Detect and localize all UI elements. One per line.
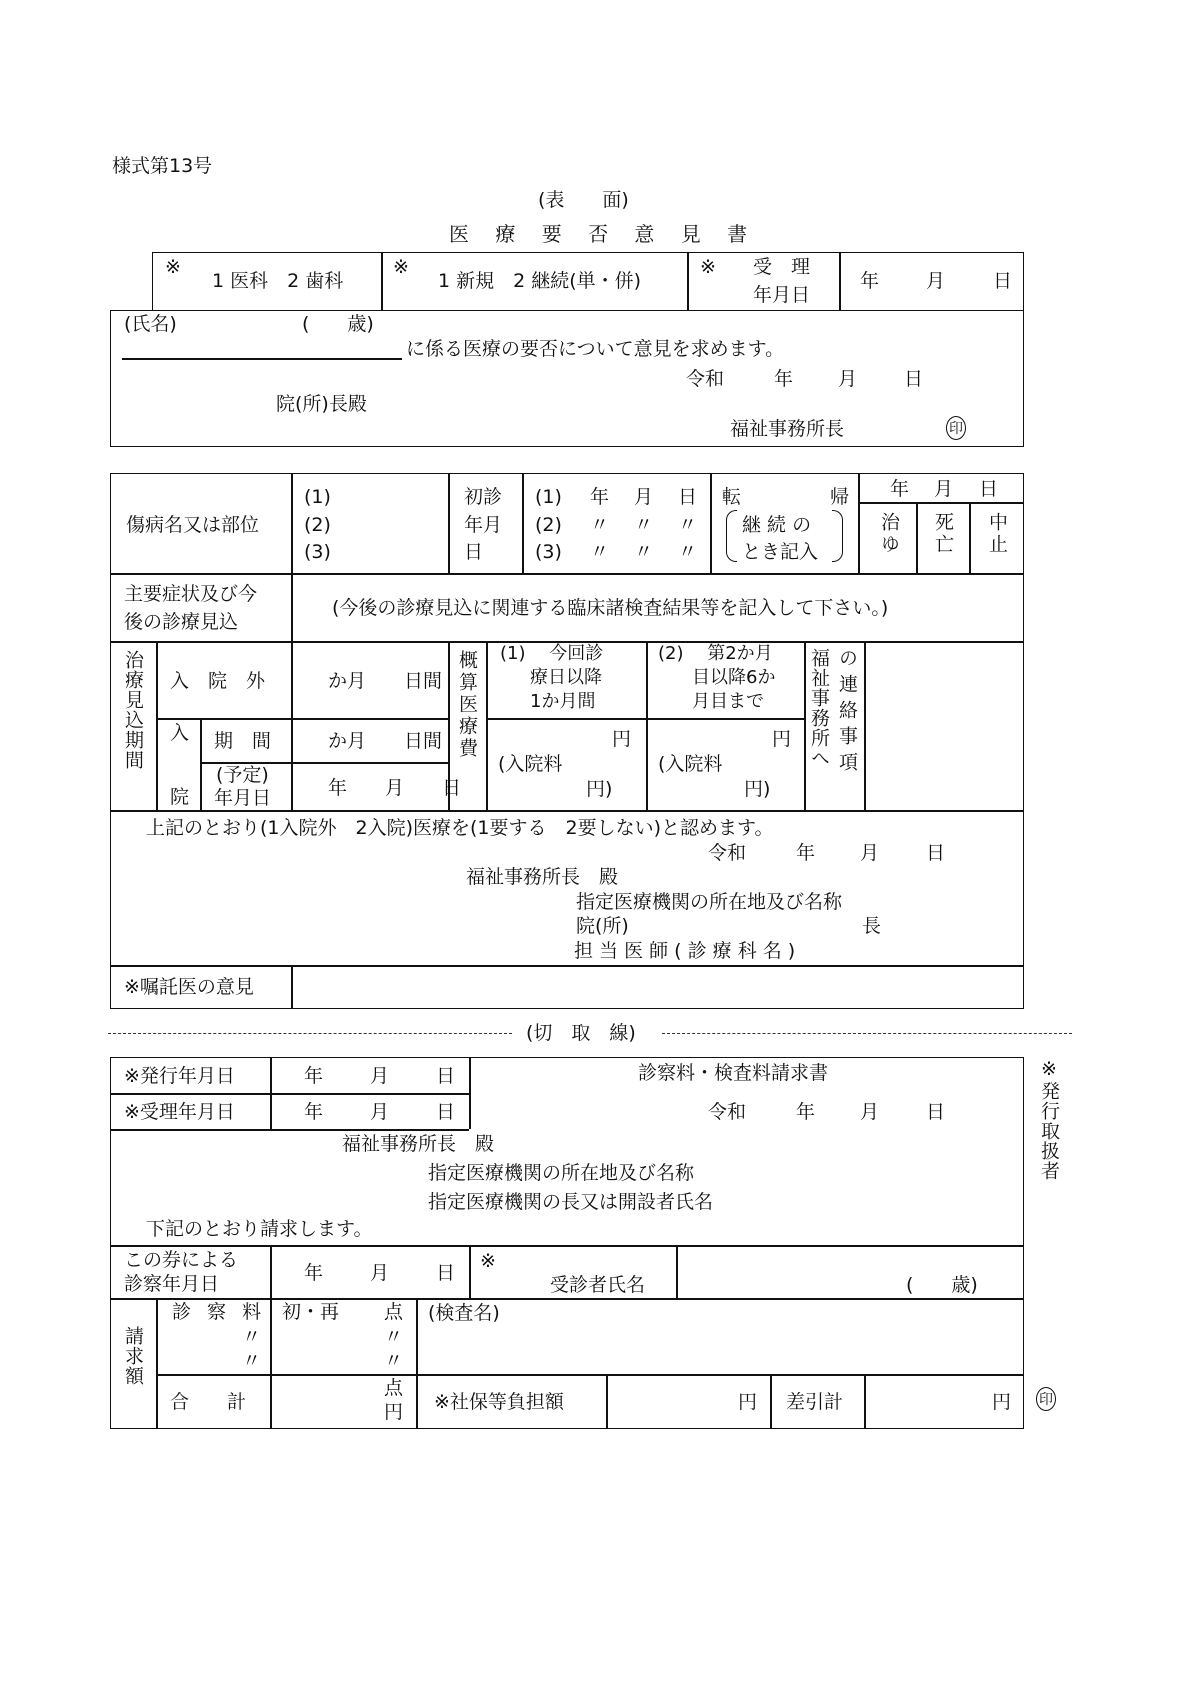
receipt-day[interactable]: 日 — [436, 1101, 456, 1123]
director-right: 長 — [862, 915, 882, 937]
consultant-label: ※嘱託医の意見 — [124, 976, 254, 998]
insurance-yen[interactable]: 円 — [738, 1391, 758, 1413]
receipt-month[interactable]: 月 — [370, 1101, 390, 1123]
doctor-label: 担 当 医 師 ( 診 療 科 名 ) — [574, 940, 796, 962]
divider — [381, 252, 383, 311]
paren-left — [726, 510, 737, 562]
divider — [291, 473, 293, 573]
cost-col2-header-1: (2) 第2か月 — [658, 643, 773, 664]
invoice-title: 診察料・検査料請求書 — [638, 1062, 829, 1084]
invoice-day[interactable]: 日 — [926, 1101, 946, 1123]
certify-month[interactable]: 月 — [860, 842, 880, 864]
outcome-cured[interactable]: 治ゆ — [878, 512, 900, 556]
outcome-label-right: 帰 — [830, 486, 850, 508]
points-label[interactable]: 点 — [384, 1301, 404, 1323]
received-day[interactable]: 日 — [993, 270, 1013, 292]
visit-date-label-2: 診察年月日 — [124, 1273, 220, 1295]
divider — [916, 502, 918, 573]
cut-line-left — [108, 1033, 512, 1034]
cost-col1-header-1: (1) 今回診 — [500, 643, 604, 664]
cost-col1-inpatient-yen[interactable]: 円) — [586, 778, 613, 800]
divider — [156, 1374, 1024, 1376]
issue-month[interactable]: 月 — [370, 1065, 390, 1087]
total-yen[interactable]: 円 — [384, 1401, 404, 1423]
request-date-era: 令和 — [686, 368, 725, 390]
received-label-2: 年月日 — [753, 284, 811, 306]
planned-label-1: (予定) — [216, 764, 269, 786]
request-date-day[interactable]: 日 — [904, 368, 924, 390]
seal-icon: 印 — [946, 416, 966, 440]
divider — [448, 473, 450, 573]
dept-options[interactable]: 1 医科 2 歯科 — [212, 270, 344, 292]
consultant-field[interactable] — [293, 967, 1022, 1007]
balance-label: 差引計 — [786, 1391, 844, 1413]
divider — [156, 1298, 158, 1429]
inpatient-label-bottom: 院 — [170, 786, 190, 808]
mark-received: ※ — [700, 256, 716, 278]
divider — [687, 252, 689, 311]
outcome-month[interactable]: 月 — [934, 478, 954, 500]
form-number: 様式第13号 — [112, 155, 213, 177]
issue-date-label: ※発行年月日 — [124, 1065, 235, 1087]
divider — [646, 641, 648, 810]
visit-year[interactable]: 年 — [304, 1262, 324, 1284]
divider — [110, 573, 1024, 575]
divider — [110, 1129, 469, 1131]
claim-label: 請求額 — [122, 1326, 144, 1386]
first-visit-label-3: 日 — [464, 541, 484, 563]
cost-col1-yen[interactable]: 円 — [612, 728, 632, 750]
divider — [864, 1374, 866, 1429]
points-ditto-1[interactable]: 〃 — [384, 1326, 404, 1348]
disease-item-2[interactable]: (2) — [304, 514, 331, 536]
first-visit-label-2: 年月 — [464, 514, 503, 536]
divider — [486, 718, 804, 720]
outcome-year[interactable]: 年 — [890, 478, 910, 500]
exam-fee-label: 診 察 料 — [172, 1301, 267, 1323]
visit-date-label-1: この券による — [124, 1249, 239, 1271]
mark-dept: ※ — [165, 256, 181, 278]
received-label: 受 理 — [753, 256, 811, 278]
institution-label: 指定医療機関の所在地及び名称 — [576, 891, 843, 913]
year[interactable]: 〃 — [590, 514, 610, 536]
divider — [839, 252, 841, 311]
cost-col1-header-2: 療日以降 — [530, 667, 602, 688]
invoice-month[interactable]: 月 — [860, 1101, 880, 1123]
certify-to: 福祉事務所長 殿 — [466, 866, 619, 888]
year[interactable]: 〃 — [590, 541, 610, 563]
paren-right — [832, 510, 843, 562]
disease-label: 傷病名又は部位 — [126, 514, 260, 536]
visit-day[interactable]: 日 — [436, 1262, 456, 1284]
year[interactable]: 年 — [590, 486, 610, 508]
divider — [606, 1374, 608, 1429]
form-title: 医 療 要 否 意 見 書 — [449, 222, 758, 246]
cost-col2-header-2: 目以降6か — [692, 667, 776, 688]
divider — [110, 1093, 469, 1095]
symptoms-label-1: 主要症状及び今 — [124, 583, 258, 605]
balance-yen[interactable]: 円 — [992, 1391, 1012, 1413]
cost-col2-inpatient-yen[interactable]: 円) — [744, 778, 771, 800]
divider — [110, 810, 1024, 812]
divider — [291, 641, 293, 810]
certify-era: 令和 — [708, 842, 747, 864]
received-month[interactable]: 月 — [926, 270, 946, 292]
period-label: 治療見込期間 — [122, 650, 144, 770]
patient-mark: ※ — [480, 1250, 496, 1272]
exam-fee-ditto-1: 〃 — [242, 1326, 262, 1348]
contact-notes-field[interactable] — [866, 643, 1022, 808]
certify-year[interactable]: 年 — [796, 842, 816, 864]
first-re-label[interactable]: 初・再 — [282, 1301, 340, 1323]
month[interactable]: 〃 — [634, 514, 654, 536]
received-year[interactable]: 年 — [860, 270, 880, 292]
cut-line-label: (切 取 線) — [526, 1022, 636, 1044]
divider — [469, 1057, 471, 1129]
divider — [858, 502, 1024, 504]
issue-day[interactable]: 日 — [436, 1065, 456, 1087]
type-options[interactable]: 1 新規 2 継続(単・併) — [438, 270, 642, 292]
insurance-label: ※社保等負担額 — [434, 1391, 564, 1413]
inpatient-period-value[interactable]: か月 日間 — [328, 730, 443, 752]
outcome-note-2: とき記入 — [742, 541, 819, 563]
inpatient-label-top: 入 — [170, 722, 190, 744]
side-label: (表 面) — [538, 189, 629, 211]
request-date-month[interactable]: 月 — [838, 368, 858, 390]
certify-day[interactable]: 日 — [926, 842, 946, 864]
outcome-label-left: 転 — [722, 486, 742, 508]
points-ditto-2[interactable]: 〃 — [384, 1350, 404, 1372]
divider — [770, 1374, 772, 1429]
divider — [469, 1245, 471, 1298]
outcome-day[interactable]: 日 — [979, 478, 999, 500]
invoice-institution-label: 指定医療機関の所在地及び名称 — [428, 1162, 695, 1184]
day[interactable]: 〃 — [678, 541, 698, 563]
month[interactable]: 〃 — [634, 541, 654, 563]
receipt-date-label: ※受理年月日 — [124, 1101, 235, 1123]
day[interactable]: 日 — [678, 486, 698, 508]
test-name-label: (検査名) — [428, 1302, 500, 1324]
outcome-deceased[interactable]: 死亡 — [932, 512, 954, 556]
disease-item-3[interactable]: (3) — [304, 541, 331, 563]
age-label[interactable]: ( 歳) — [302, 313, 374, 335]
cost-label: 概算医療費 — [456, 650, 478, 760]
certify-text: 上記のとおり(1入院外 2入院)医療を(1要する 2要しない)と認めます。 — [146, 817, 774, 839]
invoice-era: 令和 — [708, 1101, 747, 1123]
exam-fee-ditto-2: 〃 — [242, 1350, 262, 1372]
addressee: 院(所)長殿 — [276, 393, 367, 415]
cut-line-right — [662, 1033, 1072, 1034]
planned-value[interactable]: 年 月 日 — [328, 777, 462, 799]
planned-label-2: 年月日 — [214, 787, 272, 809]
divider — [200, 718, 202, 810]
name-underline[interactable] — [122, 358, 402, 360]
outpatient-label: 入 院 外 — [170, 670, 266, 692]
row-no: (1) — [535, 486, 562, 508]
divider — [486, 641, 488, 810]
name-label: (氏名) — [124, 313, 177, 335]
issue-year[interactable]: 年 — [304, 1065, 324, 1087]
cost-col1-inpatient-fee: (入院料 — [498, 753, 563, 775]
symptoms-hint[interactable]: (今後の診療見込に関連する臨床諸検査結果等を記入して下さい。) — [332, 597, 889, 619]
outpatient-value[interactable]: か月 日間 — [328, 670, 443, 692]
divider — [858, 473, 860, 573]
divider — [522, 473, 524, 573]
cost-col2-header-3: 月目まで — [692, 691, 764, 712]
mark-type: ※ — [393, 256, 409, 278]
divider — [156, 641, 158, 810]
divider — [270, 1298, 272, 1429]
cost-col2-yen[interactable]: 円 — [772, 728, 792, 750]
divider — [110, 1298, 1024, 1300]
contact-label-1: 福祉事務所へ — [808, 648, 830, 768]
issuer-label: ※発行取扱者 — [1038, 1058, 1060, 1181]
cost-col1-header-3: 1か月間 — [530, 691, 596, 712]
contact-label-2: の連絡事項 — [836, 648, 858, 778]
disease-item-1[interactable]: (1) — [304, 486, 331, 508]
seal-icon: 印 — [1036, 1387, 1056, 1411]
request-date-year[interactable]: 年 — [774, 368, 794, 390]
test-name-field[interactable] — [418, 1326, 1022, 1372]
divider — [291, 573, 293, 641]
invoice-addressee: 福祉事務所長 殿 — [342, 1133, 495, 1155]
request-text: に係る医療の要否について意見を求めます。 — [406, 338, 785, 360]
receipt-year[interactable]: 年 — [304, 1101, 324, 1123]
visit-month[interactable]: 月 — [370, 1262, 390, 1284]
invoice-owner-label: 指定医療機関の長又は開設者氏名 — [428, 1191, 714, 1213]
patient-label: 受診者氏名 — [550, 1274, 646, 1296]
divider — [969, 502, 971, 573]
total-points[interactable]: 点 — [384, 1377, 404, 1399]
first-visit-label-1: 初診 — [464, 486, 503, 508]
total-label: 合 計 — [170, 1391, 247, 1413]
sender: 福祉事務所長 — [730, 418, 845, 440]
row-no: (2) — [535, 514, 562, 536]
month[interactable]: 月 — [634, 486, 654, 508]
outcome-discontinued[interactable]: 中止 — [986, 512, 1008, 556]
outcome-note-1: 継 続 の — [742, 514, 812, 536]
invoice-year[interactable]: 年 — [796, 1101, 816, 1123]
day[interactable]: 〃 — [678, 514, 698, 536]
divider — [710, 473, 712, 573]
inpatient-period-label: 期 間 — [214, 730, 272, 752]
cost-col2-inpatient-fee: (入院料 — [658, 753, 723, 775]
patient-age[interactable]: ( 歳) — [906, 1274, 978, 1296]
request-box — [110, 310, 1024, 447]
invoice-request-text: 下記のとおり請求します。 — [146, 1218, 373, 1240]
divider — [804, 641, 806, 810]
director-left: 院(所) — [576, 915, 629, 937]
symptoms-label-2: 後の診療見込 — [124, 611, 239, 633]
row-no: (3) — [535, 541, 562, 563]
divider — [270, 1245, 272, 1298]
